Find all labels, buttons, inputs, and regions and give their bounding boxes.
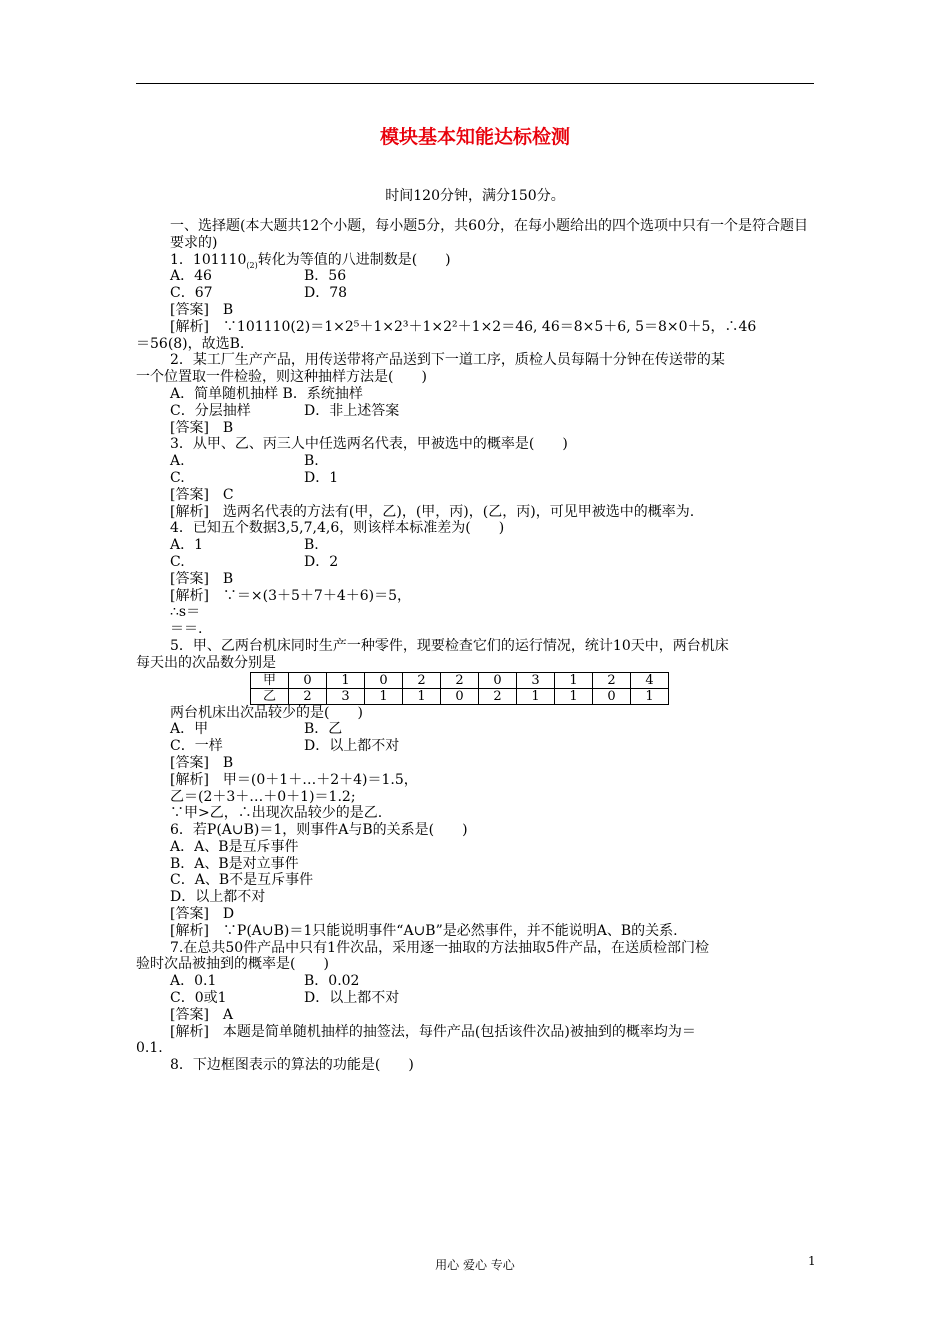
defect-table bbox=[250, 672, 669, 705]
question-7-options-ab: A．0.1 B．0.02 bbox=[170, 973, 360, 990]
question-6-option-a: A．A、B是互斥事件 bbox=[170, 838, 299, 855]
question-1-options-ab: A．46 B．56 bbox=[170, 268, 347, 285]
question-1-analysis: [解析] ∵101110(2)＝1×2⁵＋1×2³＋1×2²＋1×2＝46, 46＝8×5＋6, 5＝8×0＋5，∴46 bbox=[170, 318, 757, 335]
table-cell: 3 bbox=[327, 688, 365, 704]
question-5-options-cd: C．一样 D．以上都不对 bbox=[170, 738, 400, 755]
section-intro: 一、选择题(本大题共12个小题，每小题5分，共60分，在每小题给出的四个选项中只有一个是符合题目要求的) bbox=[170, 218, 808, 251]
question-1-analysis-cont: ＝56(8)，故选B. bbox=[136, 335, 245, 352]
question-5-options-ab: A．甲 B．乙 bbox=[170, 721, 343, 738]
question-7-answer: [答案] A bbox=[170, 1006, 234, 1023]
table-cell: 1 bbox=[365, 688, 403, 704]
page-footer: 用心 爱心 专心 bbox=[435, 1258, 515, 1272]
table-cell: 2 bbox=[441, 672, 479, 688]
table-cell: 3 bbox=[517, 672, 555, 688]
question-7-stem-cont: 验时次品被抽到的概率是( ) bbox=[136, 956, 329, 973]
question-3-analysis: [解析] 选两名代表的方法有(甲，乙)，(甲，丙)，(乙，丙)，可见甲被选中的概率为. bbox=[170, 503, 695, 520]
page-number: 1 bbox=[808, 1254, 816, 1268]
table-row bbox=[251, 688, 669, 704]
table-cell: 1 bbox=[555, 688, 593, 704]
question-2-stem: 2．某工厂生产产品，用传送带将产品送到下一道工序，质检人员每隔十分钟在传送带的某 bbox=[170, 352, 725, 369]
table-cell: 1 bbox=[403, 688, 441, 704]
question-6-option-d: D．以上都不对 bbox=[170, 889, 266, 906]
question-4-options-cd: C. D．2 bbox=[170, 553, 339, 570]
question-7-analysis-cont: 0.1. bbox=[136, 1040, 163, 1057]
question-5-analysis: [解析] 甲＝(0＋1＋…＋2＋4)＝1.5， bbox=[170, 771, 418, 788]
table-cell: 0 bbox=[441, 688, 479, 704]
table-cell: 2 bbox=[479, 688, 517, 704]
question-6-answer: [答案] D bbox=[170, 906, 235, 923]
question-2-options-cd: C．分层抽样 D．非上述答案 bbox=[170, 402, 400, 419]
question-5-stem: 5．甲、乙两台机床同时生产一种零件，现要检查它们的运行情况，统计10天中，两台机床 bbox=[170, 637, 729, 654]
question-6-analysis: [解析] ∵P(A∪B)＝1只能说明事件“A∪B”是必然事件，并不能说明A、B的关系. bbox=[170, 922, 678, 939]
table-row-label: 甲 bbox=[251, 672, 289, 688]
question-3-answer: [答案] C bbox=[170, 486, 234, 503]
table-cell: 2 bbox=[289, 688, 327, 704]
table-row bbox=[251, 672, 669, 688]
table-cell: 0 bbox=[289, 672, 327, 688]
question-5-stem-cont: 每天出的次品数分别是 bbox=[136, 654, 276, 671]
table-cell: 2 bbox=[593, 672, 631, 688]
time-note: 时间120分钟，满分150分。 bbox=[385, 188, 565, 204]
table-row-label: 乙 bbox=[251, 688, 289, 704]
table-cell: 0 bbox=[365, 672, 403, 688]
question-5-analysis-l3: ∵甲>乙，∴出现次品较少的是乙. bbox=[170, 805, 383, 822]
question-3-options-cd: C. D．1 bbox=[170, 469, 339, 486]
question-4-options-ab: A．1 B. bbox=[170, 537, 319, 554]
question-4-answer: [答案] B bbox=[170, 570, 234, 587]
question-6-option-c: C．A、B不是互斥事件 bbox=[170, 872, 314, 889]
page-title: 模块基本知能达标检测 bbox=[379, 126, 570, 148]
question-1-options-cd: C．67 D．78 bbox=[170, 285, 348, 302]
table-cell: 1 bbox=[555, 672, 593, 688]
question-8-stem: 8．下边框图表示的算法的功能是( ) bbox=[170, 1057, 414, 1074]
question-2-options-ab: A．简单随机抽样 B．系统抽样 bbox=[170, 385, 363, 402]
question-6-stem: 6．若P(A∪B)＝1，则事件A与B的关系是( ) bbox=[170, 822, 468, 839]
question-3-options-ab: A. B. bbox=[170, 453, 319, 470]
question-1-answer: [答案] B bbox=[170, 301, 234, 318]
table-cell: 2 bbox=[403, 672, 441, 688]
table-cell: 1 bbox=[631, 688, 669, 704]
question-5-answer: [答案] B bbox=[170, 754, 234, 771]
question-2-stem-cont: 一个位置取一件检验，则这种抽样方法是( ) bbox=[136, 369, 427, 386]
question-7-analysis: [解析] 本题是简单随机抽样的抽签法，每件产品(包括该件次品)被抽到的概率均为＝ bbox=[170, 1023, 696, 1040]
table-cell: 4 bbox=[631, 672, 669, 688]
header-rule bbox=[136, 83, 814, 84]
question-1-stem: 1．$101110_{(2)}$转化为等值的八进制数是( ) bbox=[170, 251, 451, 270]
document-body bbox=[136, 218, 816, 1074]
question-4-analysis-l2: ∴s＝ bbox=[170, 604, 201, 621]
question-4-analysis: [解析] ∵＝×(3＋5＋7＋4＋6)＝5， bbox=[170, 587, 412, 604]
table-cell: 1 bbox=[517, 688, 555, 704]
table-cell: 0 bbox=[593, 688, 631, 704]
question-5-analysis-l2: 乙＝(2＋3＋…＋0＋1)＝1.2; bbox=[170, 788, 356, 805]
question-2-answer: [答案] B bbox=[170, 419, 234, 436]
question-7-stem: 7.在总共50件产品中只有1件次品，采用逐一抽取的方法抽取5件产品，在送质检部门检 bbox=[170, 939, 709, 956]
question-5-question: 两台机床出次品较少的是( ) bbox=[170, 704, 363, 721]
question-4-analysis-l3: ＝＝. bbox=[170, 621, 203, 638]
question-6-option-b: B．A、B是对立事件 bbox=[170, 855, 299, 872]
question-3-stem: 3．从甲、乙、丙三人中任选两名代表，甲被选中的概率是( ) bbox=[170, 436, 568, 453]
question-7-options-cd: C．0或1 D．以上都不对 bbox=[170, 990, 400, 1007]
table-cell: 0 bbox=[479, 672, 517, 688]
question-4-stem: 4．已知五个数据3,5,7,4,6，则该样本标准差为( ) bbox=[170, 520, 505, 537]
table-cell: 1 bbox=[327, 672, 365, 688]
